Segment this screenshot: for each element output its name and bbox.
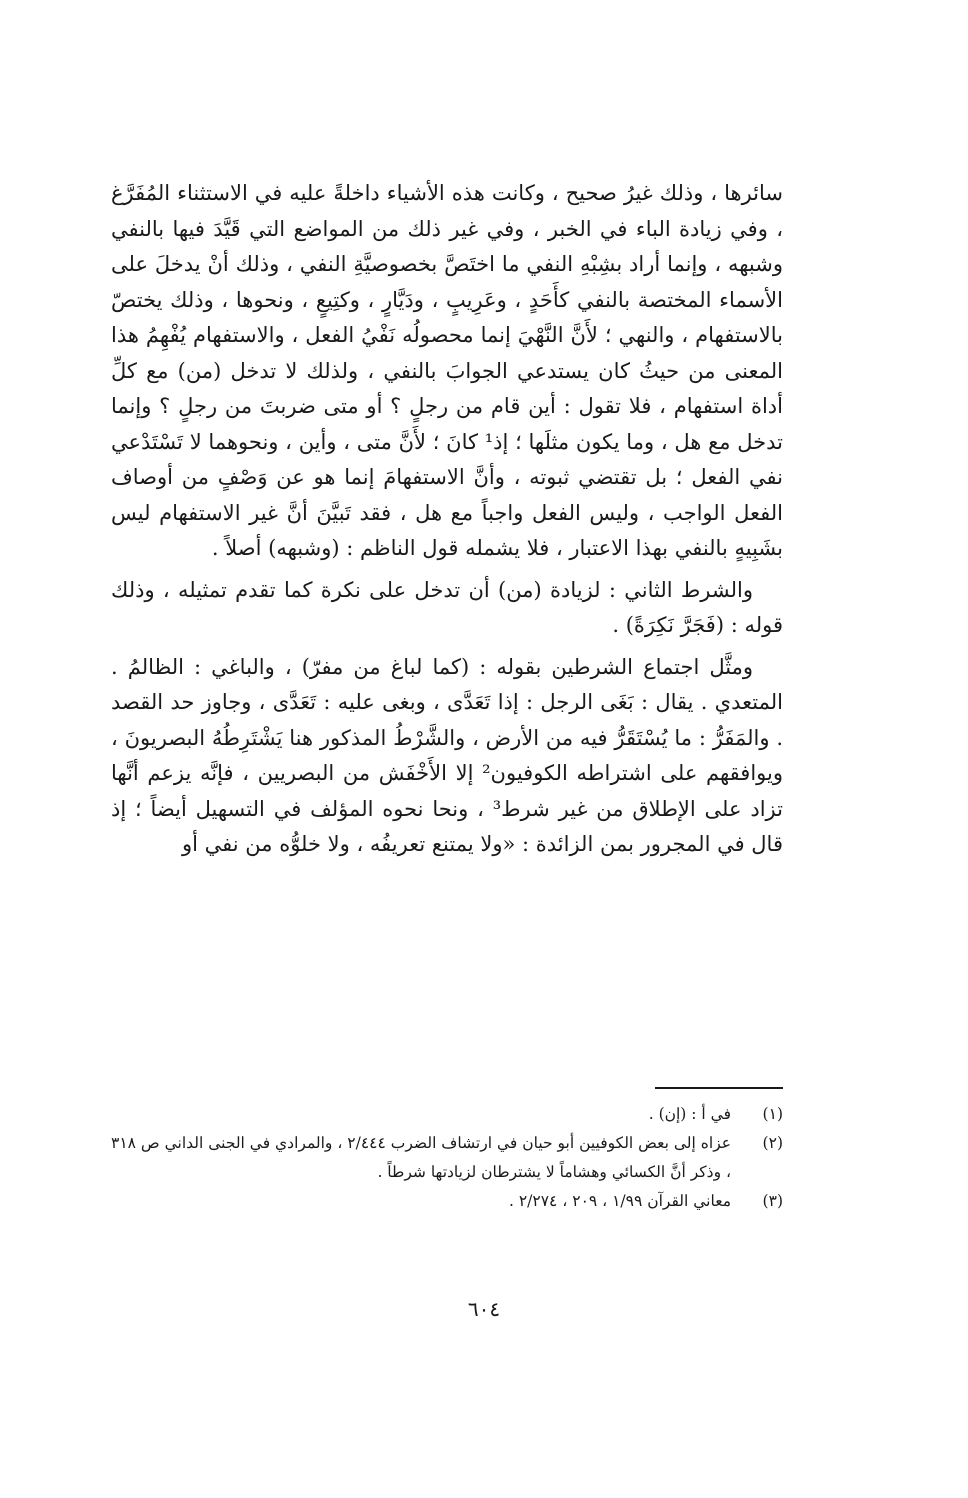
- footnote-number: (٣): [762, 1192, 783, 1210]
- footnote-text: في أ : (إن) .: [648, 1105, 731, 1123]
- page-number: ٦٠٤: [467, 1297, 501, 1321]
- body-paragraph-1: سائرها ، وذلك غيرُ صحيح ، وكانت هذه الأشياء داخلةً عليه في الاستثناء المُفَرَّغ ، وفي زيادة الباء في الخبر ، وفي غير ذلك من المواضع التي قَيَّدَ فيها بالنفي وشبهه ، وإنما أراد بشِبْهِ النفي ما اختَصَّ بخصوصيَّةِ النفي ، وذلك أنْ يدخلَ على الأسماء المختصة بالنفي كأَحَدٍ ، وعَرِيبٍ ، ودَيَّارٍ ، وكتِيعٍ ، ونحوها ، وذلك يختصّ بالاستفهام ، والنهي ؛ لأَنَّ النَّهْيَ إنما محصولُه نَفْيُ الفعل ، والاستفهام يُفْهِمُ هذا المعنى من حيثُ كان يستدعي الجوابَ بالنفي ، ولذلك لا تدخل (من) مع كلِّ أداة استفهام ، فلا تقول : أين قام من رجلٍ ؟ أو متى ضربتَ من رجلٍ ؟ وإنما تدخل مع هل ، وما يكون مثلَها ؛ إذ¹ كانَ ؛ لأَنَّ متى ، وأين ، ونحوهما لا تَسْتَدْعي نفي الفعل ؛ بل تقتضي ثبوته ، وأنَّ الاستفهامَ إنما هو عن وَصْفٍ من أوصاف الفعل الواجب ، وليس الفعل واجباً مع هل ، فقد تَبيَّنَ أنَّ غير الاستفهام ليس بشَبِيهٍ بالنفي بهذا الاعتبار ، فلا يشمله قول الناظم : (وشبهه) أصلاً .: [111, 181, 783, 560]
- footnote-number: (١): [762, 1105, 783, 1123]
- footnote-separator: [655, 1087, 783, 1089]
- footnotes: [111, 1100, 783, 1216]
- body-paragraph-3: ومثَّل اجتماع الشرطين بقوله : (كما لباغ من مفرّ) ، والباغي : الظالمُ . المتعدي . يقال : بَغَى الرجل : إذا تَعَدَّى ، وبغى عليه : تَعَدَّى ، وجاوز حد القصد . والمَفَرُّ : ما يُسْتَقَرُّ فيه من الأرض ، والشَّرْطُ المذكور هنا يَشْتَرِطُهُ البصريونَ ، ويوافقهم على اشتراطه الكوفيون² إلا الأَخْفَش من البصريين ، فإنَّه يزعم أنَّها تزاد على الإطلاق من غير شرط³ ، ونحا نحوه المؤلف في التسهيل أيضاً ؛ إذ قال في المجرور بمن الزائدة : «ولا يمتنع تعريفُه ، ولا خلوُّه من نفي أو: [111, 654, 784, 856]
- footnote-text: معاني القرآن ١/٩٩ ، ٢٠٩ ، ٢/٢٧٤ .: [509, 1192, 731, 1210]
- footnote-2: [111, 1129, 783, 1187]
- main-text: [111, 176, 783, 863]
- footnote-text: عزاه إلى بعض الكوفيين أبو حيان في ارتشاف الضرب ٢/٤٤٤ ، والمرادي في الجنى الداني ص ٣١٨ ، وذكر أنَّ الكسائي وهشاماً لا يشترطان لزيادتها شرطاً .: [111, 1134, 731, 1181]
- footnote-number: (٢): [762, 1134, 783, 1152]
- body-paragraph-2: والشرط الثاني : لزيادة (من) أن تدخل على نكرة كما تقدم تمثيله ، وذلك قوله : (فَجَرَّ نَكِرَةً) .: [111, 577, 783, 637]
- footnote-1: [111, 1100, 783, 1129]
- footnote-3: [111, 1187, 783, 1216]
